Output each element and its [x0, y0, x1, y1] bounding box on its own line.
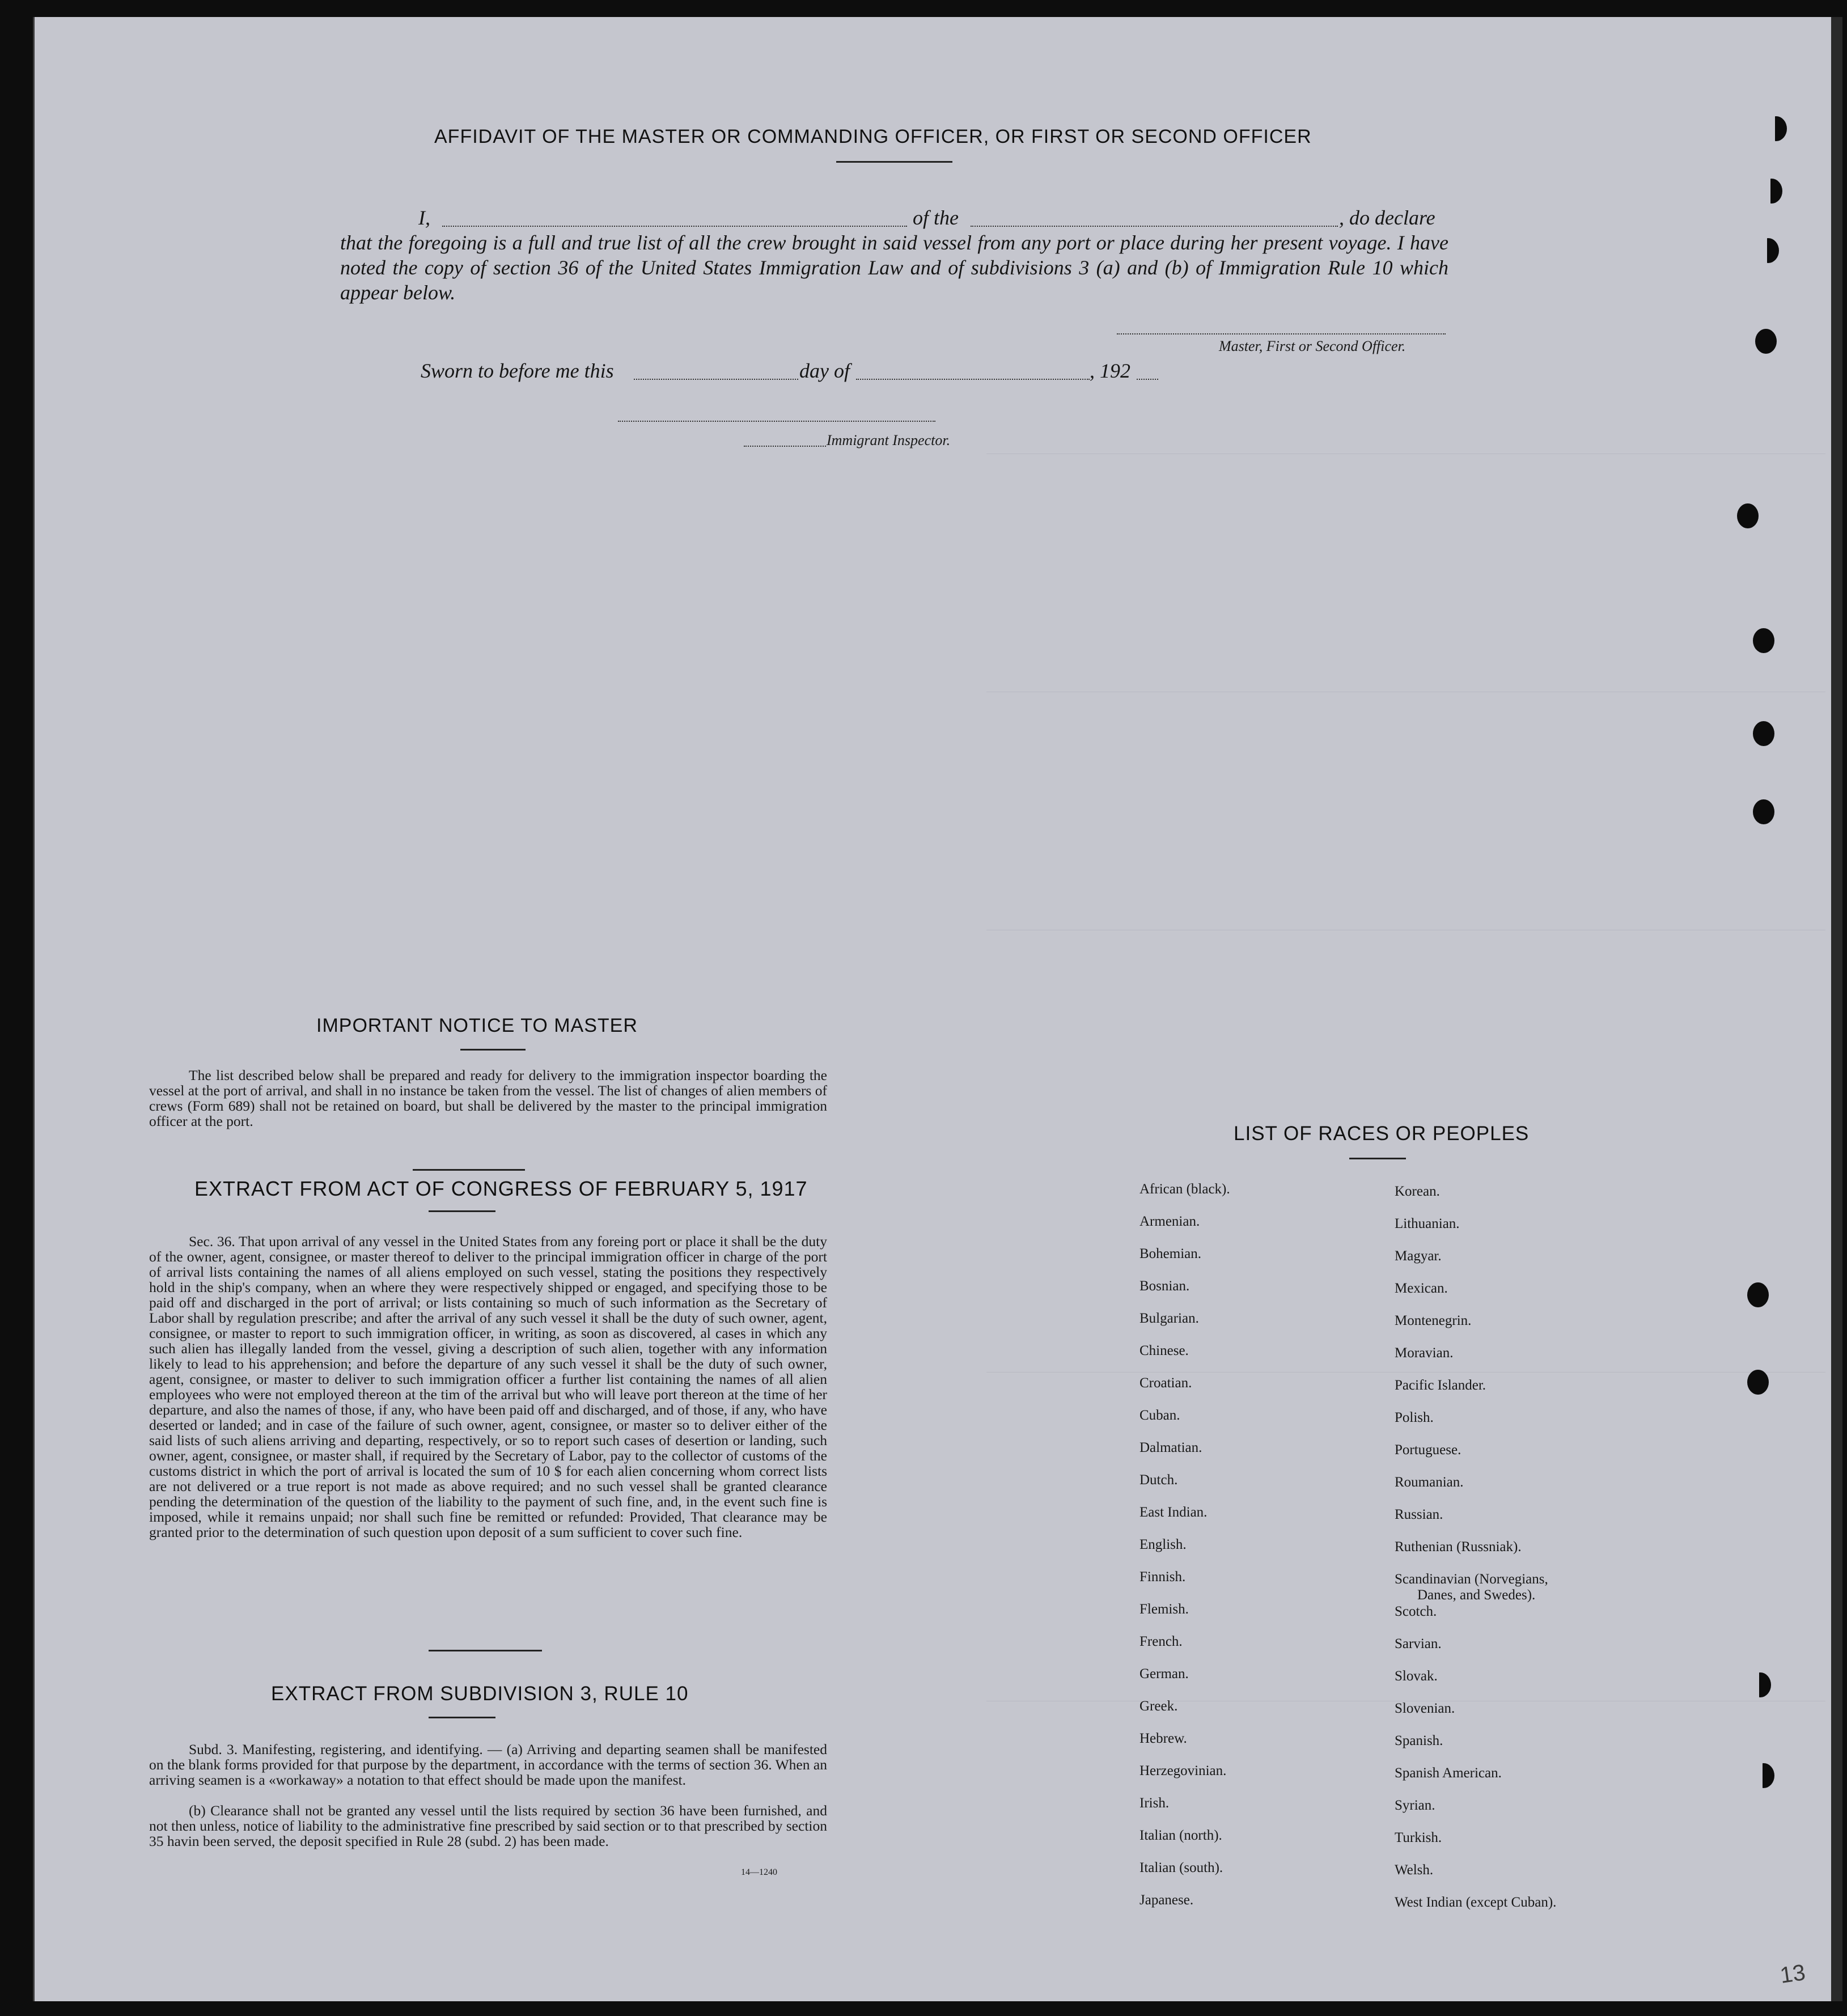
- race-entry: Scotch.: [1395, 1604, 1437, 1619]
- race-entry: Bohemian.: [1139, 1246, 1202, 1261]
- act-extract-title: EXTRACT FROM ACT OF CONGRESS OF FEBRUARY 5, 1917: [194, 1177, 808, 1200]
- race-entry: French.: [1139, 1634, 1183, 1649]
- race-entry: Hebrew.: [1139, 1731, 1187, 1746]
- race-entry: Sarvian.: [1395, 1636, 1442, 1651]
- affidavit-title: AFFIDAVIT OF THE MASTER OR COMMANDING OFFICER, OR FIRST OR SECOND OFFICER: [434, 126, 1312, 147]
- section-divider: [413, 1169, 525, 1171]
- race-entry: Armenian.: [1139, 1214, 1200, 1229]
- races-title: LIST OF RACES OR PEOPLES: [1234, 1123, 1530, 1145]
- sworn-label: Sworn to before me this: [421, 359, 614, 382]
- race-entry: Pacific Islander.: [1395, 1378, 1486, 1393]
- sworn-month-line: [856, 379, 1090, 380]
- binder-hole: [1753, 799, 1774, 824]
- race-entry: Scandinavian (Norvegians,: [1395, 1572, 1548, 1587]
- race-entry: Moravian.: [1395, 1345, 1454, 1361]
- race-entry: Greek.: [1139, 1699, 1178, 1714]
- race-entry: German.: [1139, 1666, 1189, 1682]
- race-entry: Spanish American.: [1395, 1765, 1502, 1781]
- affidavit-i-label: I,: [418, 206, 430, 229]
- race-entry: Dalmatian.: [1139, 1440, 1202, 1455]
- of-the-label: of the: [913, 206, 959, 229]
- race-entry: Magyar.: [1395, 1248, 1442, 1264]
- race-entry: East Indian.: [1139, 1505, 1208, 1520]
- notice-text: The list described below shall be prepared and ready for delivery to the immigration inspector boarding the vessel at the port of arrival, and shall in no instance be taken from the vessel. The list of changes of alien members of crews (Form 689) shall not be retained on board, but shall be delivered by the master to the principal immigration officer at the port.: [149, 1067, 827, 1129]
- binder-hole: [1747, 1370, 1769, 1395]
- act-extract-text: Sec. 36. That upon arrival of any vessel in the United States from any foreing port or place it shall be the duty of the owner, agent, consignee, or master thereof to deliver to the principal immigration officer in charge of the port of arrival lists containing the names of all aliens employed on such vessel, stating the positions they respectively hold in the ship's company, when an where they were respectively shipped or engaged, and specifying those to be paid off and discharged in the port of arrival; or lists containing so much of such information as the Secretary of Labor shall by regulation prescribe; and after the arrival of any such vessel it shall be the duty of such owner, agent, consignee, or master to report to such immigration officer, in writing, as soon as discovered, al cases in which any such alien has illegally landed from the vessel, giving a description of such alien, together with any information likely to lead to his apprehension; and before the departure of any such vessel it shall be the duty of such owner, agent, consignee, or master to deliver to such immigration officer a further list containing the names of all alien employees who were not employed thereon at the tim of the arrival but who will leave port thereon at the time of her departure, and also the names of those, if any, who have been paid off and discharged, and of those, if any, who have deserted or landed; and in case of the failure of such owner, agent, consignee, or master so to deliver either of the said lists of such aliens arriving and departing, respectively, or so to report such cases of desertion or landing, such owner, agent, consignee, or master shall, if required by the Secretary of Labor, pay to the collector of customs of the customs district in which the port of arrival is located the sum of 10 $ for each alien concerning whom correct lists are not delivered or a true report is not made as above required; and no such vessel shall be granted clearance pending the determination of the question of the liability to the payment of such fine, and, in the event such fine is imposed, while it remains unpaid; nor shall such fine be remitted or refunded: Provided, That clearance may be granted prior to the determination of such question upon deposit of a sum sufficient to cover such fine.: [149, 1233, 827, 1540]
- race-entry: Finnish.: [1139, 1569, 1186, 1585]
- race-entry: Montenegrin.: [1395, 1313, 1472, 1328]
- name-blank-line: [442, 226, 907, 227]
- binder-hole: [1761, 179, 1782, 204]
- race-entry: Japanese.: [1139, 1892, 1194, 1908]
- race-entry: Polish.: [1395, 1410, 1434, 1425]
- faint-table-line: [986, 1372, 1825, 1373]
- act-underline: [429, 1210, 495, 1212]
- race-entry: Spanish.: [1395, 1733, 1443, 1748]
- affidavit-body: that the foregoing is a full and true list of all the crew brought in said vessel from any port or place during her present voyage. I have noted the copy of section 36 of the United States Immigration Law and of subdivisions 3 (a) and (b) of Immigration Rule 10 which appear below.: [340, 231, 1448, 304]
- race-entry: Korean.: [1395, 1184, 1440, 1199]
- races-underline: [1349, 1158, 1406, 1159]
- race-entry: Irish.: [1139, 1795, 1170, 1811]
- race-entry: Herzegovinian.: [1139, 1763, 1227, 1778]
- signature-line: [1117, 333, 1446, 334]
- notice-underline: [460, 1049, 526, 1051]
- handwritten-page-number: 13: [1778, 1960, 1807, 1988]
- declare-label: , do declare: [1339, 206, 1435, 229]
- binder-hole: [1753, 721, 1774, 746]
- race-entry: Roumanian.: [1395, 1475, 1464, 1490]
- race-entry: Italian (south).: [1139, 1860, 1223, 1875]
- rule-underline: [429, 1717, 495, 1718]
- race-entry: Slovenian.: [1395, 1701, 1455, 1716]
- rule-para-b: (b) Clearance shall not be granted any vessel until the lists required by section 36 have been furnished, and not then unless, notice of liability to the administrative fine prescribed by said section or to that prescribed by section 35 havin been served, the deposit specified in Rule 28 (subd. 2) has been made.: [149, 1802, 827, 1849]
- race-entry: African (black).: [1139, 1181, 1230, 1197]
- page-edge-shadow: [1831, 17, 1842, 2001]
- vessel-blank-line: [971, 226, 1338, 227]
- race-entry: West Indian (except Cuban).: [1395, 1895, 1557, 1910]
- binder-hole: [1765, 116, 1787, 141]
- form-number: 14—1240: [741, 1867, 777, 1877]
- race-entry: Bulgarian.: [1139, 1311, 1199, 1326]
- inspector-label: Immigrant Inspector.: [827, 432, 951, 448]
- inspector-signature-line: [618, 421, 935, 422]
- title-underline: [836, 161, 952, 163]
- binder-hole: [1753, 628, 1774, 653]
- race-entry: Lithuanian.: [1395, 1216, 1460, 1231]
- race-entry: Welsh.: [1395, 1862, 1434, 1878]
- race-entry: Turkish.: [1395, 1830, 1442, 1845]
- race-entry: Bosnian.: [1139, 1278, 1190, 1294]
- day-of-label: day of: [799, 359, 850, 382]
- race-entry: Ruthenian (Russniak).: [1395, 1539, 1522, 1555]
- race-entry: Danes, and Swedes).: [1417, 1587, 1536, 1603]
- race-entry: Portuguese.: [1395, 1442, 1461, 1458]
- section-divider: [429, 1650, 542, 1651]
- binder-hole: [1753, 1763, 1774, 1788]
- binder-hole: [1749, 1672, 1771, 1697]
- race-entry: Syrian.: [1395, 1798, 1435, 1813]
- race-entry: Chinese.: [1139, 1343, 1189, 1358]
- race-entry: Cuban.: [1139, 1408, 1180, 1423]
- binder-hole: [1737, 503, 1759, 528]
- race-entry: English.: [1139, 1537, 1187, 1552]
- race-entry: Slovak.: [1395, 1668, 1438, 1684]
- inspector-dot-line: [744, 446, 826, 447]
- binder-hole: [1747, 1282, 1769, 1307]
- signature-label: Master, First or Second Officer.: [1219, 338, 1406, 354]
- race-entry: Mexican.: [1395, 1281, 1448, 1296]
- race-entry: Russian.: [1395, 1507, 1443, 1522]
- binder-hole: [1755, 329, 1777, 354]
- binder-hole: [1757, 238, 1779, 263]
- year-blank-line: [1137, 379, 1158, 380]
- rule-extract-title: EXTRACT FROM SUBDIVISION 3, RULE 10: [271, 1683, 689, 1705]
- rule-para-a: Subd. 3. Manifesting, registering, and identifying. — (a) Arriving and departing seamen shall be manifested on the blank forms provided for that purpose by the department, in accordance with the terms of section 36. When an arriving seamen is a «workaway» a notation to that effect should be made upon the manifest.: [149, 1741, 827, 1788]
- year-label: , 192: [1090, 359, 1130, 382]
- race-entry: Dutch.: [1139, 1472, 1178, 1488]
- race-entry: Italian (north).: [1139, 1828, 1222, 1843]
- race-entry: Croatian.: [1139, 1375, 1192, 1391]
- sworn-day-line: [634, 379, 798, 380]
- notice-title: IMPORTANT NOTICE TO MASTER: [316, 1015, 638, 1036]
- race-entry: Flemish.: [1139, 1602, 1189, 1617]
